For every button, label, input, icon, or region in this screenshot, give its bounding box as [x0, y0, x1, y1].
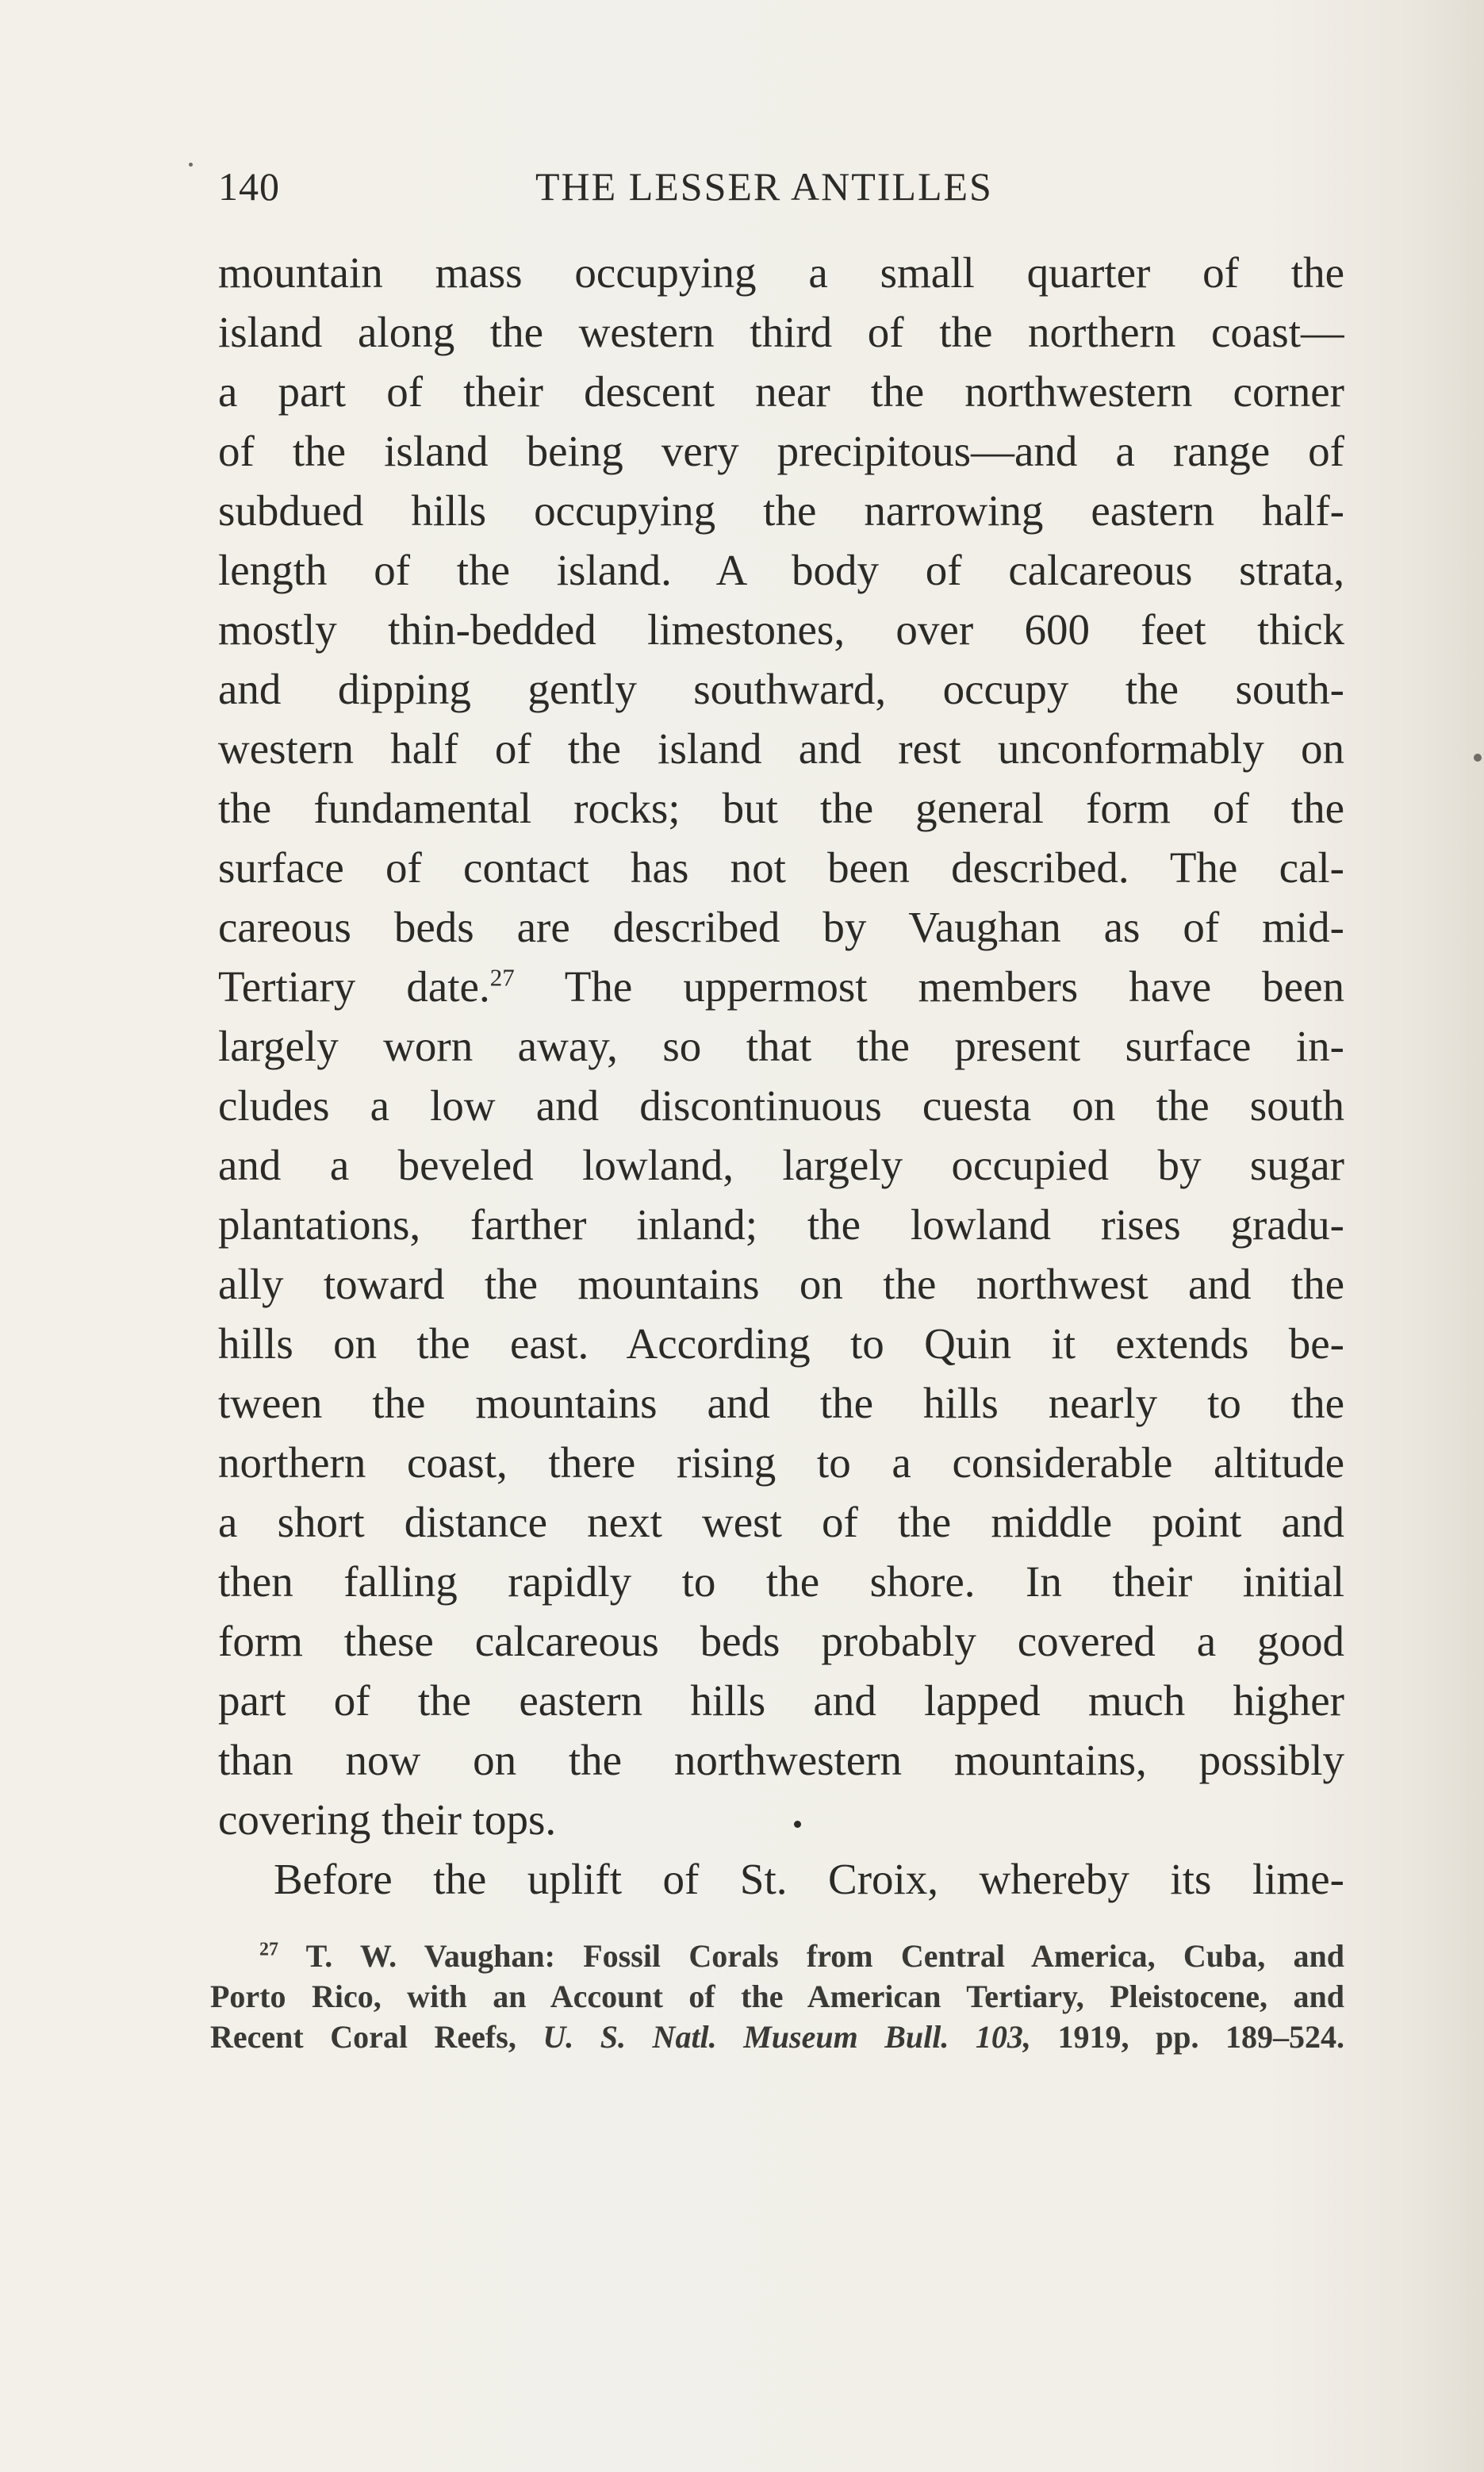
footnote-citation-italic: U. S. Natl. Museum Bull. 103, [543, 2019, 1031, 2055]
page-number: 140 [218, 164, 280, 209]
text-line: form these calcareous beds probably covered a good [218, 1617, 1344, 1665]
text-line: northern coast, there rising to a considerable altitude [218, 1438, 1344, 1487]
text-line: subdued hills occupying the narrowing eastern half- [218, 486, 1344, 535]
text-line: the fundamental rocks; but the general form of the [218, 784, 1344, 832]
text-line: mountain mass occupying a small quarter of the [218, 248, 1344, 297]
text-line: Before the uplift of St. Croix, whereby its lime- [274, 1855, 1344, 1903]
body-text [218, 243, 1344, 1909]
footnote-line [210, 2017, 1344, 2057]
scan-speck [189, 163, 193, 167]
footnote-text: Recent Coral Reefs, [210, 2019, 543, 2055]
footnote-text: T. W. Vaughan: Fossil Corals from Central America, Cuba, and [305, 1938, 1344, 1974]
text-line: western half of the island and rest unconformably on [218, 724, 1344, 773]
text-line: plantations, farther inland; the lowland rises gradu- [218, 1200, 1344, 1249]
text-line: than now on the northwestern mountains, possibly [218, 1736, 1344, 1784]
text-line-part: The uppermost members have been [564, 962, 1344, 1011]
text-line-part: covering their tops. [218, 1795, 557, 1844]
footnote-text: 1919, pp. 189–524. [1030, 2019, 1344, 2055]
text-line: island along the western third of the northern coast— [218, 308, 1344, 356]
footnote-marker: 27 [259, 1939, 278, 1960]
text-line: a short distance next west of the middle point and [218, 1498, 1344, 1546]
text-line: and dipping gently southward, occupy the south- [218, 665, 1344, 713]
footnote-line: Porto Rico, with an Account of the American Tertiary, Pleistocene, and [210, 1979, 1344, 2014]
page-header [218, 163, 1344, 219]
paragraph-end-line [218, 1790, 1344, 1849]
text-line: surface of contact has not been described. The cal- [218, 843, 1344, 892]
text-line: and a beveled lowland, largely occupied by sugar [218, 1141, 1344, 1189]
footnote-line [210, 1936, 1344, 1976]
text-line: then falling rapidly to the shore. In their initial [218, 1557, 1344, 1606]
text-line-with-footnote-ref [218, 957, 1344, 1016]
text-line: a part of their descent near the northwestern corner [218, 367, 1344, 416]
text-line-part: Tertiary date. [218, 962, 490, 1011]
scan-speck [1474, 754, 1482, 762]
text-line: hills on the east. According to Quin it extends be- [218, 1319, 1344, 1368]
text-line: largely worn away, so that the present surface in- [218, 1022, 1344, 1070]
text-line: mostly thin-bedded limestones, over 600 feet thick [218, 605, 1344, 654]
text-line: careous beds are described by Vaughan as of mid- [218, 903, 1344, 951]
footnote-reference[interactable]: 27 [489, 963, 515, 992]
text-line: cludes a low and discontinuous cuesta on the south [218, 1081, 1344, 1130]
text-line: length of the island. A body of calcareous strata, [218, 546, 1344, 594]
text-line: of the island being very precipitous—and a range of [218, 427, 1344, 475]
text-line: ally toward the mountains on the northwest and the [218, 1260, 1344, 1308]
stray-dot [794, 1821, 801, 1828]
footnote [210, 1936, 1344, 2057]
text-line: tween the mountains and the hills nearly to the [218, 1379, 1344, 1427]
running-head: THE LESSER ANTILLES [535, 164, 993, 209]
text-line: part of the eastern hills and lapped much higher [218, 1676, 1344, 1725]
